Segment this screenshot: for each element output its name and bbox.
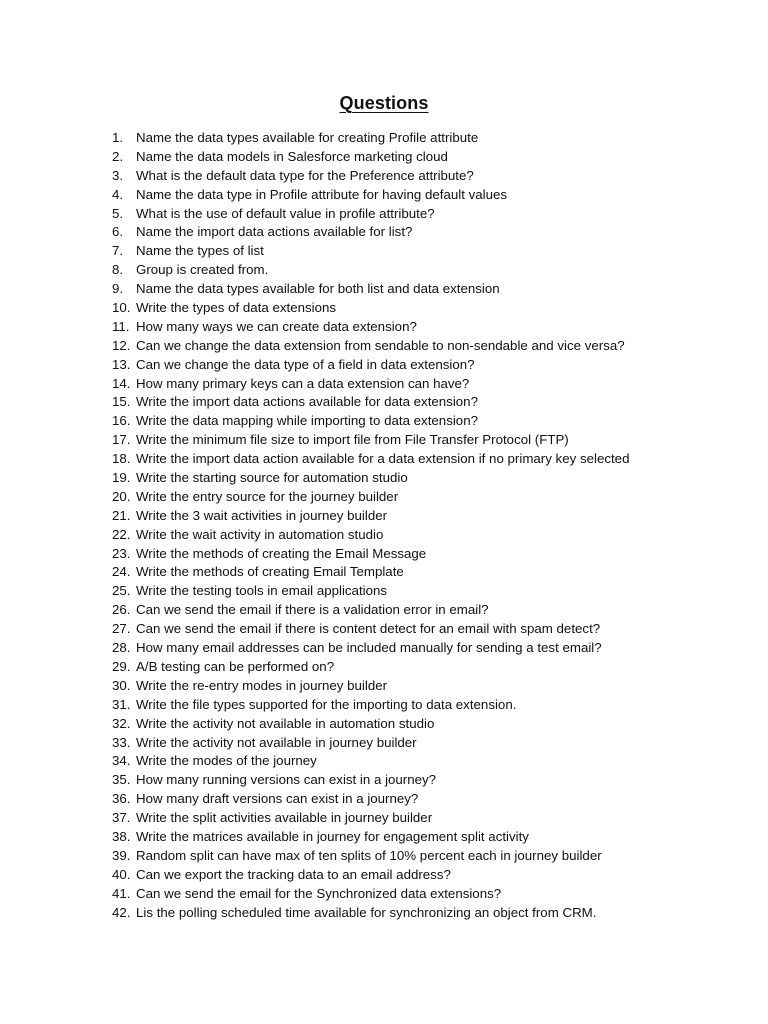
question-item <box>112 242 732 261</box>
question-number: 27. <box>112 621 131 637</box>
question-item <box>112 318 732 337</box>
question-text: Write the minimum file size to import file from File Transfer Protocol (FTP) <box>136 432 569 448</box>
question-item <box>112 186 732 205</box>
question-item <box>112 431 732 450</box>
question-number: 17. <box>112 432 131 448</box>
question-text: What is the default data type for the Preference attribute? <box>136 167 474 183</box>
question-item <box>112 582 732 601</box>
question-text: Can we change the data type of a field in data extension? <box>136 356 475 372</box>
question-text: Write the types of data extensions <box>136 300 337 316</box>
question-text: How many running versions can exist in a journey? <box>136 772 437 788</box>
question-number: 41. <box>112 885 131 901</box>
question-item <box>112 677 732 696</box>
question-number: 15. <box>112 394 131 410</box>
question-number: 28. <box>112 640 131 656</box>
question-number: 18. <box>112 451 131 467</box>
question-text: How many primary keys can a data extension can have? <box>136 375 470 391</box>
question-number: 14. <box>112 375 131 391</box>
question-item <box>112 280 732 299</box>
question-item <box>112 771 732 790</box>
question-number: 5. <box>112 205 124 221</box>
question-text: Can we send the email if there is content detect for an email with spam detect? <box>136 621 601 637</box>
question-number: 39. <box>112 847 131 863</box>
question-item <box>112 809 732 828</box>
question-item <box>112 205 732 224</box>
question-item <box>112 563 732 582</box>
question-number: 8. <box>112 262 124 278</box>
question-text: Name the data type in Profile attribute for having default values <box>136 186 508 202</box>
question-number: 35. <box>112 772 131 788</box>
question-item <box>112 601 732 620</box>
question-text: How many email addresses can be included manually for sending a test email? <box>136 640 602 656</box>
question-item <box>112 261 732 280</box>
question-text: Write the testing tools in email applications <box>136 583 388 599</box>
question-text: Write the split activities available in journey builder <box>136 810 433 826</box>
questions-list <box>112 129 732 922</box>
question-text: Write the 3 wait activities in journey builder <box>136 507 388 523</box>
question-number: 7. <box>112 243 124 259</box>
question-item <box>112 904 732 923</box>
question-number: 20. <box>112 488 131 504</box>
document-title: Questions <box>339 93 429 113</box>
question-text: Lis the polling scheduled time available for synchronizing an object from CRM. <box>136 904 597 920</box>
question-item <box>112 148 732 167</box>
question-text: Write the methods of creating Email Template <box>136 564 404 580</box>
question-text: Write the methods of creating the Email Message <box>136 545 427 561</box>
question-item <box>112 337 732 356</box>
question-text: Name the data types available for both list and data extension <box>136 281 500 297</box>
question-text: Can we change the data extension from sendable to non-sendable and vice versa? <box>136 337 625 353</box>
question-item <box>112 469 732 488</box>
question-number: 11. <box>112 318 130 334</box>
question-number: 16. <box>112 413 131 429</box>
question-item <box>112 393 732 412</box>
question-number: 22. <box>112 526 131 542</box>
question-item <box>112 885 732 904</box>
question-item <box>112 734 732 753</box>
question-item <box>112 639 732 658</box>
question-number: 34. <box>112 753 131 769</box>
question-text: Write the data mapping while importing to data extension? <box>136 413 478 429</box>
question-item <box>112 167 732 186</box>
question-text: Write the import data action available for a data extension if no primary key selected <box>136 451 630 467</box>
question-item <box>112 507 732 526</box>
question-text: What is the use of default value in profile attribute? <box>136 205 435 221</box>
question-number: 25. <box>112 583 131 599</box>
question-number: 19. <box>112 470 131 486</box>
question-number: 32. <box>112 715 131 731</box>
question-text: Name the data models in Salesforce marketing cloud <box>136 148 448 164</box>
question-text: Name the import data actions available for list? <box>136 224 413 240</box>
question-item <box>112 412 732 431</box>
question-number: 6. <box>112 224 124 240</box>
question-item <box>112 866 732 885</box>
question-text: Write the activity not available in automation studio <box>136 715 435 731</box>
question-item <box>112 488 732 507</box>
question-number: 33. <box>112 734 131 750</box>
question-text: Write the file types supported for the importing to data extension. <box>136 696 517 712</box>
question-number: 10. <box>112 300 131 316</box>
question-number: 31. <box>112 696 131 712</box>
question-text: Random split can have max of ten splits of 10% percent each in journey builder <box>136 847 602 863</box>
question-number: 24. <box>112 564 131 580</box>
question-text: Write the re-entry modes in journey builder <box>136 677 388 693</box>
question-number: 9. <box>112 281 124 297</box>
question-text: Write the wait activity in automation studio <box>136 526 384 542</box>
question-item <box>112 696 732 715</box>
question-item <box>112 620 732 639</box>
question-number: 42. <box>112 904 131 920</box>
question-number: 29. <box>112 658 131 674</box>
question-number: 26. <box>112 602 131 618</box>
question-text: Name the data types available for creating Profile attribute <box>136 130 479 145</box>
question-item <box>112 545 732 564</box>
question-number: 36. <box>112 791 131 807</box>
question-item <box>112 299 732 318</box>
question-item <box>112 526 732 545</box>
question-text: How many ways we can create data extension? <box>136 318 417 334</box>
question-item <box>112 828 732 847</box>
question-number: 40. <box>112 866 131 882</box>
question-number: 21. <box>112 507 131 523</box>
question-item <box>112 375 732 394</box>
question-number: 1. <box>112 130 124 145</box>
question-number: 2. <box>112 148 124 164</box>
question-text: Write the activity not available in journey builder <box>136 734 417 750</box>
question-text: Group is created from. <box>136 262 269 278</box>
question-item <box>112 790 732 809</box>
question-item <box>112 450 732 469</box>
question-text: Can we export the tracking data to an email address? <box>136 866 451 882</box>
question-number: 37. <box>112 810 131 826</box>
question-item <box>112 658 732 677</box>
question-item <box>112 129 732 148</box>
question-number: 13. <box>112 356 131 372</box>
question-text: Can we send the email for the Synchronized data extensions? <box>136 885 502 901</box>
question-item <box>112 223 732 242</box>
question-number: 4. <box>112 186 124 202</box>
question-item <box>112 752 732 771</box>
question-item <box>112 847 732 866</box>
question-number: 23. <box>112 545 131 561</box>
question-number: 12. <box>112 337 131 353</box>
question-text: Name the types of list <box>136 243 264 259</box>
question-text: Write the matrices available in journey for engagement split activity <box>136 828 529 844</box>
question-text: A/B testing can be performed on? <box>136 658 335 674</box>
question-text: Write the entry source for the journey builder <box>136 488 399 504</box>
question-item <box>112 715 732 734</box>
question-text: Write the starting source for automation studio <box>136 470 408 486</box>
question-text: Write the import data actions available for data extension? <box>136 394 478 410</box>
question-number: 3. <box>112 167 124 183</box>
question-number: 30. <box>112 677 131 693</box>
question-text: Can we send the email if there is a validation error in email? <box>136 602 489 618</box>
question-text: How many draft versions can exist in a journey? <box>136 791 419 807</box>
question-item <box>112 356 732 375</box>
question-number: 38. <box>112 828 131 844</box>
question-text: Write the modes of the journey <box>136 753 317 769</box>
